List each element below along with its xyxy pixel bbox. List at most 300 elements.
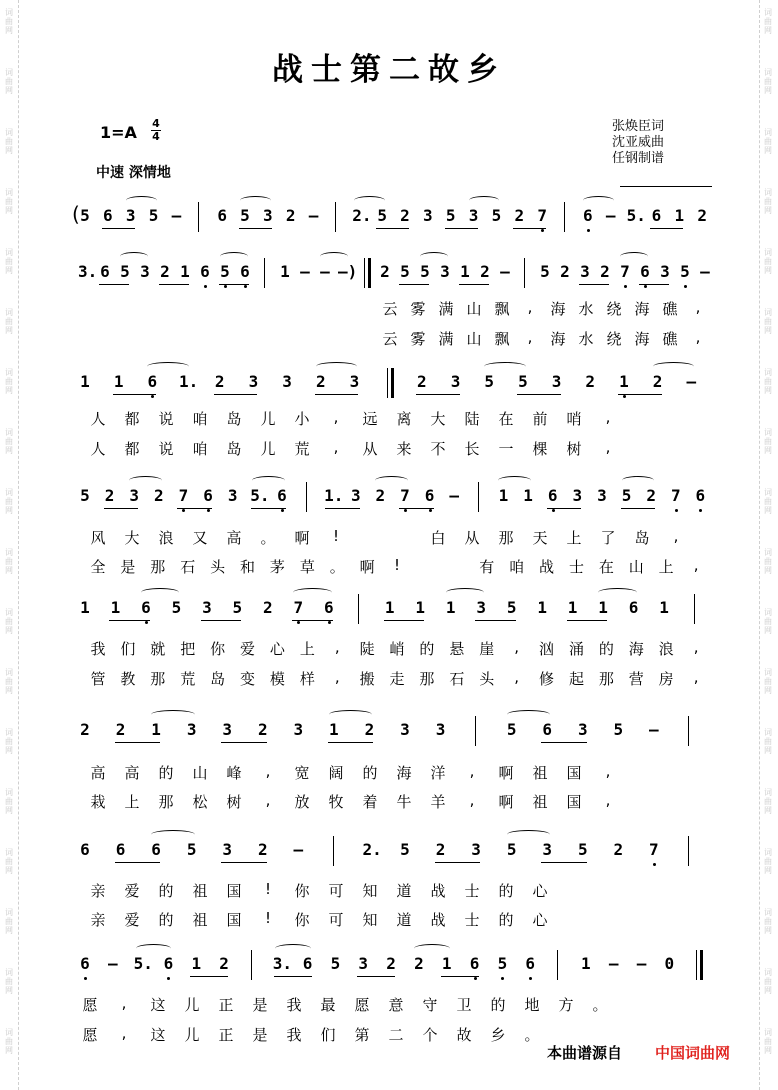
beam-underline	[201, 620, 241, 621]
note: 5	[330, 954, 341, 973]
low-octave-dot	[684, 285, 687, 288]
lyric-char: 海	[634, 330, 650, 348]
lyric-char: 爱	[124, 911, 140, 929]
note: 5	[680, 262, 690, 281]
time-signature-numerator: 4	[152, 117, 160, 130]
note: 1	[460, 262, 470, 281]
slur	[293, 588, 331, 597]
lyric-char: 第	[354, 1026, 370, 1044]
note: 3	[435, 720, 446, 739]
lyric-line	[88, 909, 716, 931]
note: 6	[115, 840, 126, 859]
lyric-line	[88, 791, 716, 813]
lyric-char: 的	[362, 764, 378, 782]
note: 6	[203, 486, 213, 505]
note: 3	[227, 486, 238, 505]
low-octave-dot	[552, 509, 555, 512]
lyric-char: 卫	[456, 996, 472, 1014]
note: 3	[476, 598, 486, 617]
lyric-char: 上	[124, 793, 140, 811]
lyric-char: 国	[566, 764, 582, 782]
slur	[598, 588, 636, 597]
watermark-text: 词 曲 网	[5, 488, 13, 515]
lyric-char: 守	[422, 996, 438, 1014]
barline	[251, 950, 252, 980]
beam-underline	[239, 228, 272, 229]
lyric-char: 哨	[566, 410, 582, 428]
note: 3	[551, 372, 562, 391]
lyric-char: ,	[605, 438, 611, 456]
lyric-char: ,	[693, 638, 699, 656]
footer-site-name[interactable]: 中国词曲网	[655, 1044, 731, 1062]
lyric-char: 就	[150, 640, 166, 658]
low-octave-dot	[297, 621, 300, 624]
lyric-char: 草	[299, 558, 315, 576]
lyric-char: 。	[260, 529, 276, 547]
lyric-char: 汹	[539, 640, 555, 658]
lyric-char: 浪	[658, 640, 674, 658]
beam-underline	[541, 862, 587, 863]
beam-underline	[251, 508, 286, 509]
lyric-char: 知	[362, 882, 378, 900]
lyric-char: 搬	[359, 670, 375, 688]
note: 5	[80, 486, 90, 505]
watermark-text: 词 曲 网	[764, 248, 772, 275]
lyric-char: 大	[430, 410, 446, 428]
lyric-char: !	[264, 909, 271, 927]
note: 5.	[626, 206, 646, 225]
lyric-char: 啊	[498, 793, 514, 811]
lyric-char: 战	[430, 882, 446, 900]
lyric-char: 着	[362, 793, 378, 811]
lyric-char: 愿	[82, 996, 98, 1014]
note: 2	[400, 206, 410, 225]
note: 3	[468, 206, 479, 225]
note: 3	[450, 372, 461, 391]
lyric-char: 走	[389, 670, 405, 688]
notation-row	[76, 594, 716, 624]
note: 1	[191, 954, 202, 973]
notation-row	[76, 258, 716, 288]
note: 2	[80, 720, 90, 739]
lyric-char: 管	[90, 670, 106, 688]
note: 2	[285, 206, 296, 225]
lyric-line	[88, 408, 716, 430]
low-octave-dot	[224, 285, 227, 288]
lyric-char: ,	[673, 527, 679, 545]
note: 3	[358, 954, 369, 973]
lyric-char: 道	[396, 882, 412, 900]
lyric-char: 二	[388, 1026, 404, 1044]
lyric-char: 故	[456, 1026, 472, 1044]
watermark-text: 词 曲 网	[5, 428, 13, 455]
note: 2.	[352, 206, 372, 225]
lyric-char: 战	[539, 558, 555, 576]
lyric-char: 心	[532, 911, 548, 929]
beam-underline	[399, 508, 434, 509]
low-octave-dot	[167, 977, 170, 980]
low-octave-dot	[541, 229, 544, 232]
lyric-char: ,	[265, 791, 271, 809]
slur	[129, 476, 162, 485]
slur	[329, 710, 373, 719]
note: 6	[302, 954, 313, 973]
note: 2	[257, 840, 268, 859]
time-signature	[151, 118, 161, 143]
note: 3	[471, 840, 481, 859]
low-octave-dot	[653, 863, 656, 866]
note: 6	[151, 840, 161, 859]
note: 5	[186, 840, 197, 859]
lyric-char: ,	[265, 762, 271, 780]
lyric-char: 洋	[430, 764, 446, 782]
lyric-char: 起	[568, 670, 584, 688]
lyric-char: 荒	[180, 670, 196, 688]
lyric-char: 们	[320, 1026, 336, 1044]
lyric-char: 国	[566, 793, 582, 811]
double-barline	[364, 258, 371, 288]
lyric-char: 亲	[90, 882, 106, 900]
lyric-char: 战	[430, 911, 446, 929]
note: 2	[154, 486, 164, 505]
lyric-char: 儿	[184, 1026, 200, 1044]
lyric-char: ,	[527, 298, 533, 316]
note: 3	[186, 720, 197, 739]
note: –	[308, 206, 319, 225]
note: 3	[125, 206, 136, 225]
lyric-char: 你	[294, 882, 310, 900]
watermark-text: 词 曲 网	[764, 1028, 772, 1055]
lyric-char: 远	[362, 410, 378, 428]
lyric-char: 荒	[294, 440, 310, 458]
double-barline	[696, 950, 703, 980]
watermark-text: 词 曲 网	[764, 128, 772, 155]
note: 1	[180, 262, 190, 281]
lyric-char: ,	[469, 791, 475, 809]
note: 7	[537, 206, 547, 225]
lyric-char: !	[332, 527, 339, 545]
low-octave-dot	[529, 977, 532, 980]
lyric-line	[380, 298, 716, 320]
watermark-text: 词 曲 网	[5, 848, 13, 875]
lyric-char: 儿	[184, 996, 200, 1014]
watermark-text: 词 曲 网	[5, 1028, 13, 1055]
lyric-char: 上	[299, 640, 315, 658]
watermark-text: 词 曲 网	[764, 968, 772, 995]
beam-underline	[621, 508, 656, 509]
slur	[484, 362, 526, 371]
time-signature-denominator: 4	[152, 130, 160, 143]
lyric-char: 上	[658, 558, 674, 576]
lyric-char: 可	[328, 911, 344, 929]
note: 6	[628, 598, 639, 617]
note: 5	[445, 206, 456, 225]
lyric-char: ,	[469, 762, 475, 780]
lyric-char: 头	[210, 558, 226, 576]
watermark-text: 词 曲 网	[764, 368, 772, 395]
slur	[414, 944, 450, 953]
note: 6	[240, 262, 250, 281]
footer-source-label: 本曲谱源自	[547, 1044, 623, 1062]
barline	[335, 202, 336, 232]
staff-top-line	[620, 186, 712, 187]
beam-underline	[325, 508, 360, 509]
note: 3	[263, 206, 273, 225]
lyric-char: 头	[479, 670, 495, 688]
transcriber-credit: 任钢制谱	[612, 151, 665, 166]
beam-underline	[109, 620, 149, 621]
lyric-line	[88, 638, 716, 660]
lyric-char: 是	[252, 996, 268, 1014]
lyric-char: 山	[628, 558, 644, 576]
note: 5	[232, 598, 243, 617]
note: 5	[506, 840, 517, 859]
note: 3	[293, 720, 304, 739]
slur	[420, 252, 448, 261]
note: 2.	[362, 840, 382, 859]
beam-underline	[274, 976, 312, 977]
lyric-char: 峰	[226, 764, 242, 782]
note: 5	[613, 720, 624, 739]
lyric-char: 这	[150, 1026, 166, 1044]
watermark-text: 词 曲 网	[764, 728, 772, 755]
note: 6	[651, 206, 662, 225]
slur	[446, 588, 484, 597]
note: 7	[178, 486, 189, 505]
lyric-char: 是	[120, 558, 136, 576]
beam-underline	[547, 508, 582, 509]
slur	[240, 196, 271, 205]
beam-underline	[459, 284, 489, 285]
lyric-char: 地	[524, 996, 540, 1014]
barline	[524, 258, 525, 288]
watermark-text: 词 曲 网	[764, 908, 772, 935]
barline	[688, 716, 689, 746]
lyric-char: ,	[605, 762, 611, 780]
lyric-char: 教	[120, 670, 136, 688]
watermark-text: 词 曲 网	[5, 908, 13, 935]
lyric-char: 祖	[532, 764, 548, 782]
note: 3	[222, 840, 233, 859]
note: 3	[542, 840, 553, 859]
lyric-char: ,	[605, 791, 611, 809]
note: 7	[649, 840, 659, 859]
low-octave-dot	[501, 977, 504, 980]
lyric-char: 把	[180, 640, 196, 658]
lyric-char: 陡	[359, 640, 375, 658]
note: 1	[567, 598, 578, 617]
notation-row	[76, 836, 716, 866]
beam-underline	[517, 394, 561, 395]
barline	[264, 258, 265, 288]
lyric-char: 那	[498, 529, 514, 547]
lyric-char: 的	[498, 911, 514, 929]
credits	[612, 119, 664, 167]
note: 2	[214, 372, 225, 391]
beam-underline	[650, 228, 683, 229]
beam-underline	[441, 976, 479, 977]
note: 3	[248, 372, 259, 391]
beam-underline	[115, 862, 161, 863]
note: 1	[498, 486, 509, 505]
lyric-char: 国	[226, 882, 242, 900]
note: 2	[375, 486, 386, 505]
note: 1	[415, 598, 426, 617]
note: 6	[469, 954, 480, 973]
note: 3.	[272, 954, 293, 973]
slur	[507, 710, 551, 719]
low-octave-dot	[675, 509, 678, 512]
slur	[469, 196, 500, 205]
lyric-char: 海	[396, 764, 412, 782]
lyric-char: 祖	[532, 793, 548, 811]
notation-row	[76, 482, 716, 512]
watermark-text: 词 曲 网	[5, 788, 13, 815]
beam-underline	[159, 284, 189, 285]
lyric-char: 了	[600, 529, 616, 547]
lyric-char: 士	[464, 882, 480, 900]
note: 5	[120, 262, 130, 281]
lyric-char: 修	[539, 670, 555, 688]
lyric-char: 山	[466, 330, 482, 348]
note: 6	[141, 598, 151, 617]
lyric-char: 心	[532, 882, 548, 900]
note: 6	[547, 486, 558, 505]
beam-underline	[618, 394, 662, 395]
watermark-text: 词 曲 网	[5, 968, 13, 995]
lyric-char: 海	[628, 640, 644, 658]
lyric-char: 的	[419, 640, 435, 658]
note: 1.	[324, 486, 344, 505]
watermark-text: 词 曲 网	[5, 128, 13, 155]
lyric-char: ,	[121, 994, 127, 1012]
note: 2	[600, 262, 610, 281]
lyric-char: 的	[598, 640, 614, 658]
note: 5	[506, 720, 517, 739]
lyric-char: 宽	[294, 764, 310, 782]
note: 3	[222, 720, 233, 739]
song-title: 战士第二故乡	[272, 52, 506, 88]
note: –	[605, 206, 616, 225]
beam-underline	[292, 620, 332, 621]
beam-underline	[435, 862, 481, 863]
slur	[252, 476, 285, 485]
lyric-char: 石	[449, 670, 465, 688]
lyric-char: 山	[192, 764, 208, 782]
lyric-char: 我	[90, 640, 106, 658]
lyric-char: 啊	[359, 558, 375, 576]
lyric-char: 的	[158, 764, 174, 782]
slur	[316, 362, 358, 371]
lyric-char: 咱	[509, 558, 525, 576]
beam-underline	[416, 394, 460, 395]
lyric-char: 礁	[662, 300, 678, 318]
low-octave-dot	[204, 285, 207, 288]
note: 1	[441, 954, 452, 973]
slur	[498, 476, 531, 485]
note: 6	[100, 262, 110, 281]
note: 2	[257, 720, 268, 739]
lyric-char: 在	[598, 558, 614, 576]
lyric-char: 愿	[82, 1026, 98, 1044]
note: –	[686, 372, 697, 391]
slur	[275, 944, 311, 953]
lyric-line	[380, 328, 716, 350]
lyric-char: 正	[218, 1026, 234, 1044]
lyric-char: 模	[269, 670, 285, 688]
barline	[198, 202, 199, 232]
note: 6	[200, 262, 210, 281]
note: 3	[400, 720, 410, 739]
lyric-char: 海	[634, 300, 650, 318]
lyric-char: 爱	[124, 882, 140, 900]
note: –	[500, 262, 510, 281]
slur	[120, 252, 148, 261]
lyric-line	[88, 668, 716, 690]
beam-underline	[102, 228, 135, 229]
low-octave-dot	[644, 285, 647, 288]
note: 5	[171, 598, 182, 617]
note: 1	[384, 598, 395, 617]
low-octave-dot	[587, 229, 590, 232]
lyric-char: ,	[695, 298, 701, 316]
lyric-char: 祖	[192, 882, 208, 900]
lyric-char: 营	[628, 670, 644, 688]
lyric-line	[88, 438, 716, 460]
slur	[354, 196, 385, 205]
tempo-marking: 中速 深情地	[96, 165, 171, 181]
repeat-open-paren: (	[72, 202, 80, 226]
lyric-char: 咱	[192, 440, 208, 458]
lyric-char: 这	[150, 996, 166, 1014]
key-signature: 1=A	[100, 123, 137, 142]
lyric-char: 亲	[90, 911, 106, 929]
lyric-char: 变	[240, 670, 256, 688]
note: 6	[583, 206, 593, 225]
beam-underline	[639, 284, 669, 285]
notation-row	[76, 716, 716, 746]
note: 2	[160, 262, 170, 281]
note: –	[636, 954, 647, 973]
note: 3	[350, 486, 361, 505]
note: 2	[219, 954, 229, 973]
beam-underline	[328, 742, 374, 743]
note: 3	[349, 372, 360, 391]
lyric-char: 绕	[606, 300, 622, 318]
lyric-char: 小	[294, 410, 310, 428]
lyric-char: 心	[269, 640, 285, 658]
lyric-char: 石	[180, 558, 196, 576]
lyric-char: 又	[192, 529, 208, 547]
lyric-line	[88, 880, 716, 902]
note: 7	[400, 486, 410, 505]
lyric-char: 的	[158, 911, 174, 929]
note: –	[171, 206, 182, 225]
note: 2	[613, 840, 624, 859]
lyric-char: 高	[90, 764, 106, 782]
low-octave-dot	[207, 509, 210, 512]
note: 2	[417, 372, 427, 391]
beam-underline	[219, 284, 249, 285]
lyric-char: 一	[498, 440, 514, 458]
lyric-char: ,	[605, 408, 611, 426]
beam-underline	[579, 284, 609, 285]
barline	[694, 594, 695, 624]
lyric-char: 道	[396, 911, 412, 929]
note: 6	[640, 262, 650, 281]
note: 5	[491, 206, 502, 225]
note: 6	[103, 206, 113, 225]
